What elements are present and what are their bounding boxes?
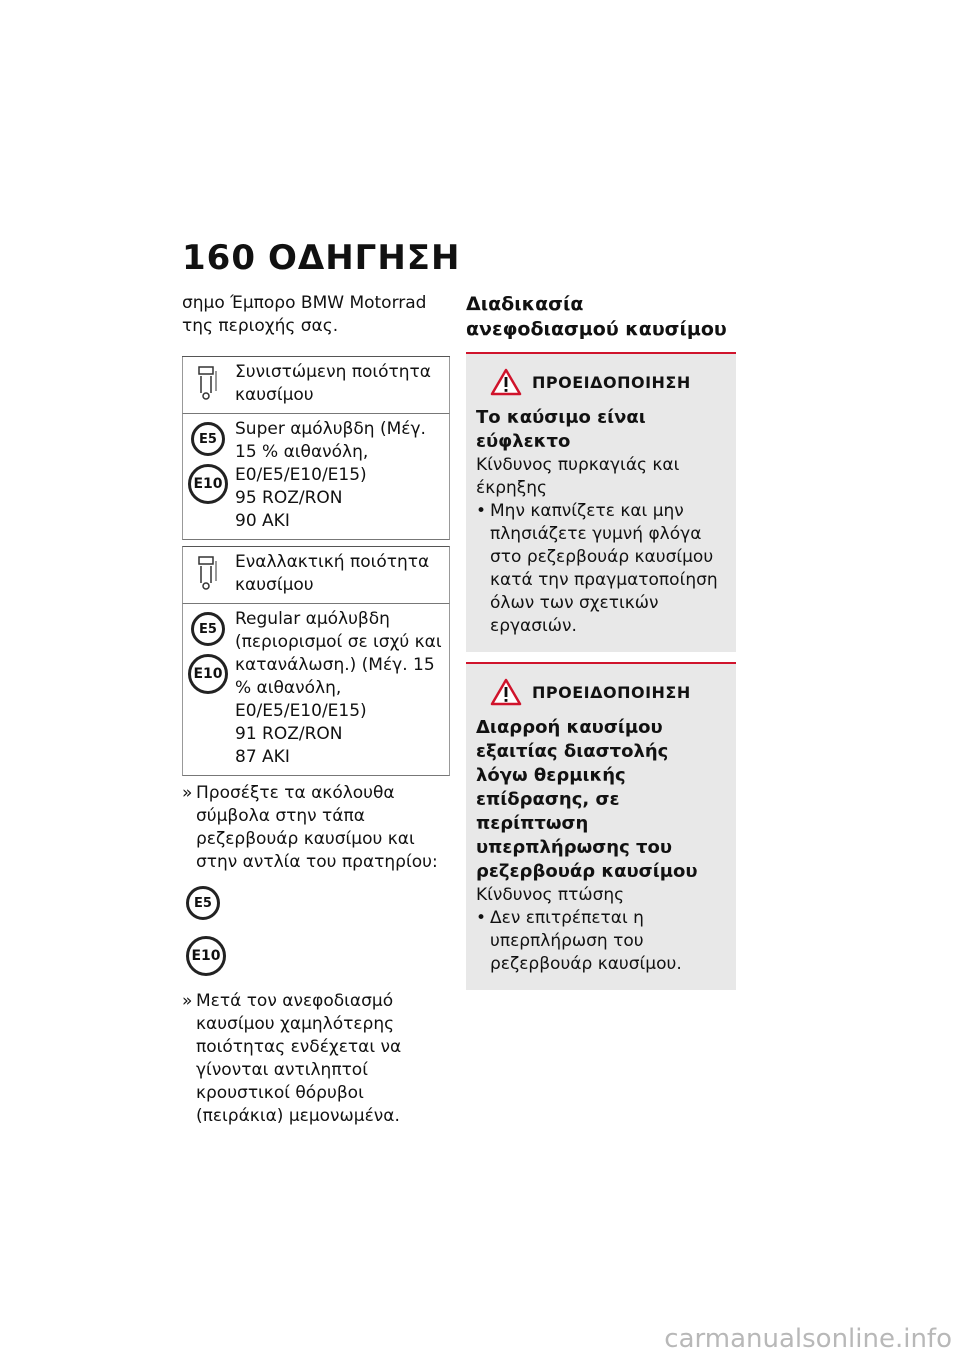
fuel-table-row — [182, 357, 450, 414]
step-marker: » — [182, 991, 193, 1011]
aki-value: 90 AKI — [235, 511, 290, 531]
e5-badge: E5 — [191, 422, 225, 456]
fuel-grade-text: Regular αμόλυβδη (περιορισμοί σε ισχύ και κατανάλωση.) (Μέγ. 15 % αιθανόλη, E0/E5/E10/E15) — [235, 609, 442, 721]
warning-bullet-text: Δεν επιτρέπεται η υπερπλήρωση του ρεζερβουάρ καυσίμου. — [490, 908, 682, 974]
right-column — [466, 292, 736, 990]
fuel-quality-table — [182, 356, 450, 776]
warning-triangle-icon — [490, 368, 522, 396]
intro-text: σημο Έμπορο BMW Motorrad της περιοχής σας. — [182, 293, 427, 336]
step-text: Μετά τον ανεφοδιασμό καυσίμου χαμηλότερης ποιότητας ενδέχεται να γίνονται αντιληπτοί κρουστικοί θόρυβοι (πειράκια) μεμονωμένα. — [196, 991, 402, 1126]
fuel-table-text: Εναλλακτική ποιότητα καυσίμου — [235, 552, 430, 595]
fuel-table-row — [182, 604, 450, 776]
warning-triangle-icon — [490, 678, 522, 706]
aki-value: 87 AKI — [235, 747, 290, 767]
warning-label: ΠΡΟΕΙΔΟΠΟΙΗΣΗ — [532, 682, 691, 702]
fuel-table-row — [182, 546, 450, 604]
e10-badge: E10 — [188, 654, 228, 694]
ron-value: 95 ROZ/RON — [235, 488, 343, 508]
e10-badge: E10 — [186, 936, 226, 976]
chapter-title: ΟΔΗΓΗΣΗ — [268, 238, 461, 278]
warning-risk: Κίνδυνος πυρκαγιάς και έκρηξης — [476, 455, 680, 498]
warning-bullet — [476, 500, 726, 638]
fuel-pump-icon — [195, 365, 221, 401]
bullet-dot: • — [476, 908, 487, 928]
instruction-step — [182, 782, 452, 874]
step-marker: » — [182, 783, 193, 803]
fuel-table-text: Συνιστώμενη ποιότητα καυσίμου — [235, 362, 431, 405]
fuel-symbols — [186, 886, 452, 976]
e10-badge: E10 — [188, 464, 228, 504]
section-title: Διαδικασία ανεφοδιασμού καυσίμου — [466, 293, 727, 340]
page-header — [182, 238, 460, 278]
warning-box — [466, 352, 736, 652]
warning-risk: Κίνδυνος πτώσης — [476, 885, 625, 905]
instruction-step — [182, 990, 452, 1128]
bullet-dot: • — [476, 501, 487, 521]
warning-title: Το καύσιμο είναι εύφλεκτο — [476, 407, 646, 452]
warning-bullet — [476, 907, 726, 976]
warning-label: ΠΡΟΕΙΔΟΠΟΙΗΣΗ — [532, 372, 691, 392]
warning-bullet-text: Μην καπνίζετε και μην πλησιάζετε γυμνή φλόγα στο ρεζερβουάρ καυσίμου κατά την πραγματοποίηση όλων των σχετικών εργασιών. — [490, 501, 718, 636]
fuel-grade-text: Super αμόλυβδη (Μέγ. 15 % αιθανόλη, E0/E5/E10/E15) — [235, 419, 426, 485]
warning-title: Διαρροή καυσίμου εξαιτίας διαστολής λόγω θερμικής επίδρασης, σε περίπτωση υπερπλήρωσης του ρεζερβουάρ καυσίμου — [476, 717, 698, 882]
e5-badge: E5 — [191, 612, 225, 646]
fuel-table-row — [182, 414, 450, 540]
page-number: 160 — [182, 238, 256, 278]
e5-badge: E5 — [186, 886, 220, 920]
ron-value: 91 ROZ/RON — [235, 724, 343, 744]
step-text: Προσέξτε τα ακόλουθα σύμβολα στην τάπα ρεζερβουάρ καυσίμου και στην αντλία του πρατηρίου: — [196, 783, 438, 872]
warning-box — [466, 662, 736, 990]
left-column — [182, 292, 452, 1128]
watermark: carmanualsonline.info — [664, 1324, 952, 1354]
fuel-pump-icon — [195, 555, 221, 591]
